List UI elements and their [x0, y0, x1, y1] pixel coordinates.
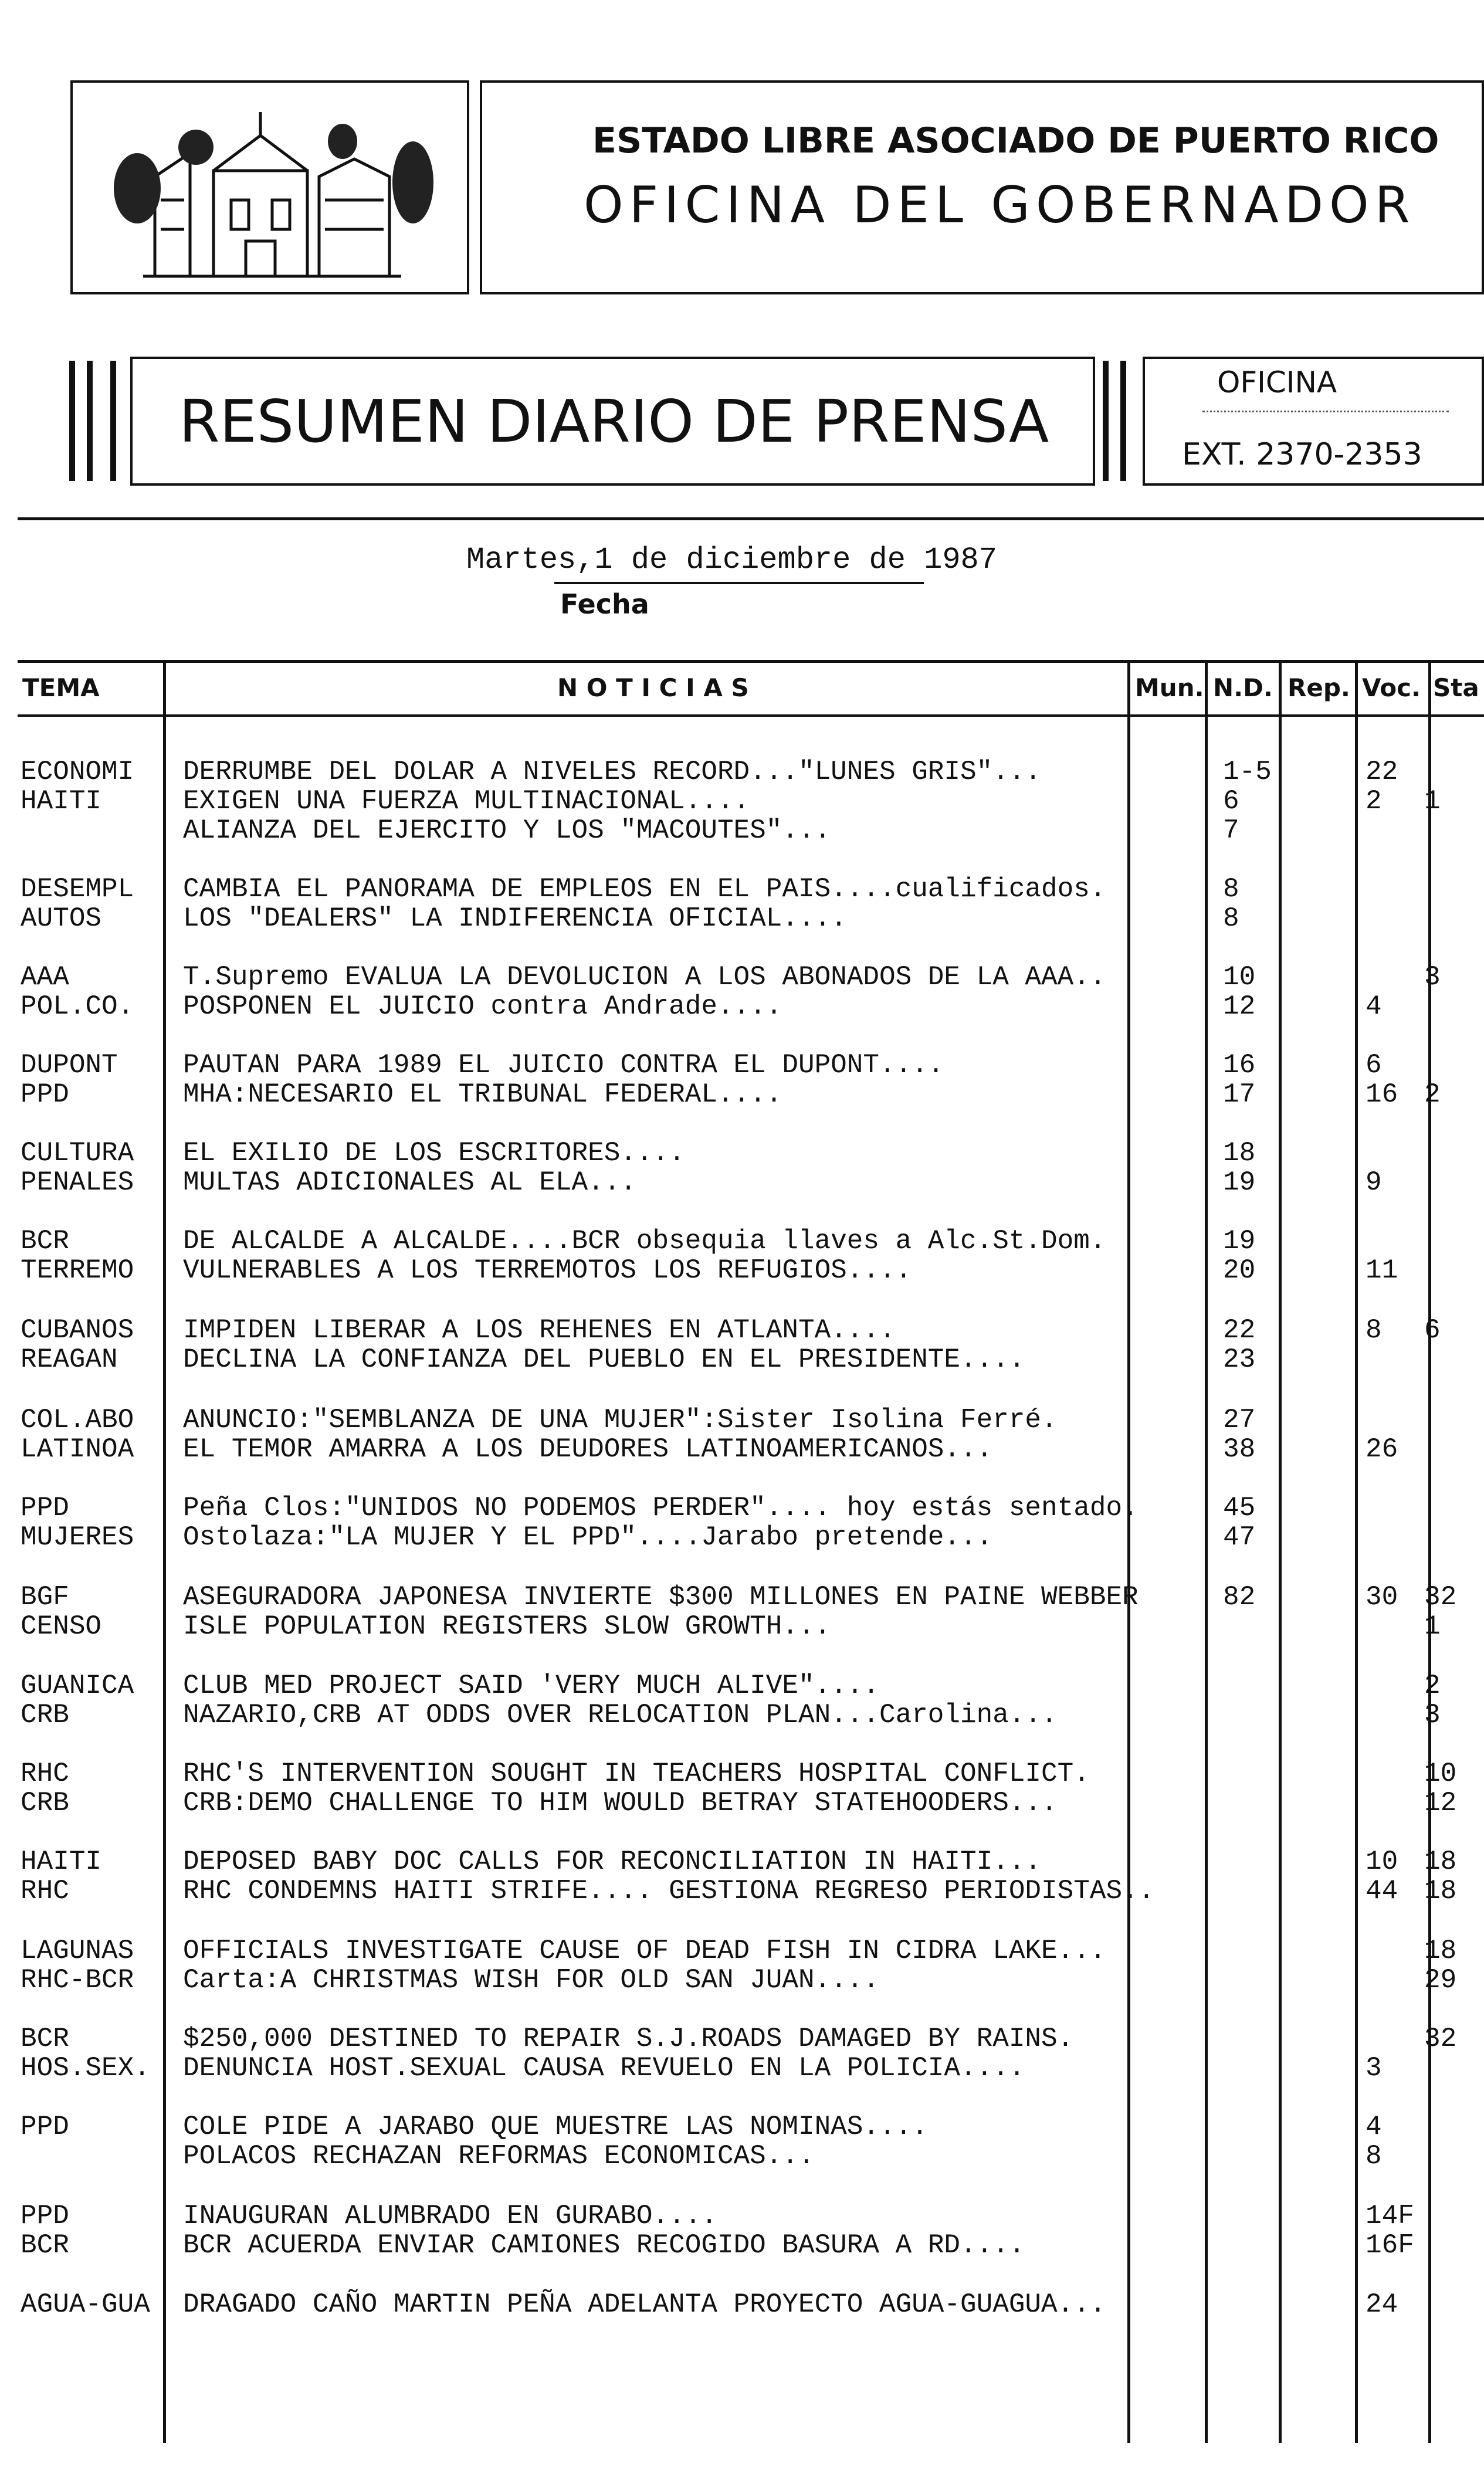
- row-headline: IMPIDEN LIBERAR A LOS REHENES EN ATLANTA....: [183, 1315, 896, 1346]
- row-nd-page: 12: [1223, 991, 1256, 1022]
- row-voc-page: 8: [1366, 2141, 1382, 2171]
- column-header-voc: Voc.: [1362, 673, 1421, 702]
- row-nd-page: 23: [1223, 1344, 1256, 1375]
- table-row: [0, 962, 1484, 992]
- row-headline: ISLE POPULATION REGISTERS SLOW GROWTH...: [183, 1611, 831, 1642]
- row-headline: COLE PIDE A JARABO QUE MUESTRE LAS NOMINAS....: [183, 2112, 928, 2142]
- row-tema: RHC: [21, 1758, 69, 1789]
- table-row: [0, 2112, 1484, 2142]
- row-voc-page: 2: [1366, 786, 1382, 816]
- row-headline: EL TEMOR AMARRA A LOS DEUDORES LATINOAMERICANOS...: [183, 1434, 993, 1465]
- row-voc-page: 3: [1366, 2053, 1382, 2083]
- table-row: [0, 1876, 1484, 1906]
- row-tema: DUPONT: [21, 1050, 118, 1080]
- table-row: [0, 1846, 1484, 1877]
- row-star-page: 18: [1424, 1846, 1457, 1877]
- row-voc-page: 8: [1366, 1315, 1382, 1346]
- row-headline: LOS "DEALERS" LA INDIFERENCIA OFICIAL....: [183, 903, 847, 934]
- state-name: ESTADO LIBRE ASOCIADO DE PUERTO RICO: [592, 120, 1439, 161]
- row-tema: CRB: [21, 1700, 69, 1730]
- report-title: RESUMEN DIARIO DE PRENSA: [179, 387, 1049, 456]
- table-row: [0, 786, 1484, 816]
- row-nd-page: 8: [1223, 874, 1239, 904]
- row-nd-page: 19: [1223, 1226, 1256, 1256]
- table-row: [0, 1522, 1484, 1553]
- table-row: [0, 1167, 1484, 1198]
- row-star-page: 32: [1424, 2024, 1457, 2054]
- oficina-label: OFICINA: [1217, 365, 1337, 399]
- table-row: [0, 2230, 1484, 2261]
- row-voc-page: 30: [1366, 1582, 1398, 1612]
- row-headline: INAUGURAN ALUMBRADO EN GURABO....: [183, 2201, 717, 2231]
- row-voc-page: 44: [1366, 1876, 1398, 1906]
- row-headline: ANUNCIO:"SEMBLANZA DE UNA MUJER":Sister Isolina Ferré.: [183, 1405, 1058, 1435]
- column-header-nd: N.D.: [1213, 673, 1273, 702]
- row-nd-page: 47: [1223, 1522, 1256, 1553]
- table-row: [0, 2201, 1484, 2231]
- row-headline: DERRUMBE DEL DOLAR A NIVELES RECORD..."LUNES GRIS"...: [183, 757, 1042, 787]
- row-tema: PPD: [21, 2201, 69, 2231]
- row-tema: RHC-BCR: [21, 1965, 134, 1995]
- row-tema: REAGAN: [21, 1344, 118, 1375]
- row-headline: DENUNCIA HOST.SEXUAL CAUSA REVUELO EN LA POLICIA....: [183, 2053, 1025, 2083]
- row-headline: NAZARIO,CRB AT ODDS OVER RELOCATION PLAN...Carolina...: [183, 1700, 1058, 1730]
- row-star-page: 6: [1424, 1315, 1441, 1346]
- row-tema: CULTURA: [21, 1138, 134, 1168]
- row-tema: HOS.SEX.: [21, 2053, 150, 2083]
- row-voc-page: 24: [1366, 2289, 1398, 2320]
- row-headline: MULTAS ADICIONALES AL ELA...: [183, 1167, 636, 1198]
- table-row: [0, 1405, 1484, 1435]
- row-tema: AGUA-GUA: [21, 2289, 150, 2320]
- row-star-page: 12: [1424, 1788, 1457, 1818]
- row-headline: ASEGURADORA JAPONESA INVIERTE $300 MILLONES EN PAINE WEBBER: [183, 1582, 1139, 1612]
- row-star-page: 2: [1424, 1670, 1441, 1701]
- table-row: [0, 1138, 1484, 1168]
- row-voc-page: 4: [1366, 991, 1382, 1022]
- row-star-page: 3: [1424, 1700, 1441, 1730]
- table-row: [0, 1079, 1484, 1110]
- row-nd-page: 16: [1223, 1050, 1256, 1080]
- row-voc-page: 14F: [1366, 2201, 1414, 2231]
- row-voc-page: 11: [1366, 1255, 1398, 1286]
- column-header-noticias: N O T I C I A S: [557, 673, 749, 702]
- row-voc-page: 9: [1366, 1167, 1382, 1198]
- row-headline: DECLINA LA CONFIANZA DEL PUEBLO EN EL PRESIDENTE....: [183, 1344, 1025, 1375]
- row-tema: LATINOA: [21, 1434, 134, 1465]
- row-tema: BCR: [21, 2230, 69, 2261]
- table-row: [0, 1611, 1484, 1642]
- row-tema: CUBANOS: [21, 1315, 134, 1346]
- row-headline: EXIGEN UNA FUERZA MULTINACIONAL....: [183, 786, 750, 816]
- row-star-page: 2: [1424, 1079, 1441, 1110]
- row-tema: POL.CO.: [21, 991, 134, 1022]
- row-tema: AUTOS: [21, 903, 102, 934]
- row-nd-page: 7: [1223, 815, 1239, 846]
- row-nd-page: 10: [1223, 962, 1256, 992]
- table-row: [0, 1226, 1484, 1256]
- row-nd-page: 18: [1223, 1138, 1256, 1168]
- row-headline: CAMBIA EL PANORAMA DE EMPLEOS EN EL PAIS....cualificados.: [183, 874, 1106, 904]
- report-date: Martes,1 de diciembre de 1987: [466, 543, 997, 577]
- extension-number: EXT. 2370-2353: [1182, 437, 1422, 472]
- row-tema: PPD: [21, 1493, 69, 1523]
- row-nd-page: 17: [1223, 1079, 1256, 1110]
- row-headline: Ostolaza:"LA MUJER Y EL PPD"....Jarabo pretende...: [183, 1522, 993, 1553]
- row-star-page: 18: [1424, 1876, 1457, 1906]
- table-row: [0, 1788, 1484, 1818]
- row-tema: COL.ABO: [21, 1405, 134, 1435]
- table-row: [0, 2024, 1484, 2054]
- row-star-page: 1: [1424, 786, 1441, 816]
- row-nd-page: 82: [1223, 1582, 1256, 1612]
- row-voc-page: 22: [1366, 757, 1398, 787]
- row-tema: LAGUNAS: [21, 1936, 134, 1966]
- row-tema: RHC: [21, 1876, 69, 1906]
- table-row: [0, 1936, 1484, 1966]
- row-headline: POLACOS RECHAZAN REFORMAS ECONOMICAS...: [183, 2141, 815, 2171]
- row-tema: CENSO: [21, 1611, 102, 1642]
- column-header-rep: Rep.: [1288, 673, 1350, 702]
- row-headline: PAUTAN PARA 1989 EL JUICIO CONTRA EL DUPONT....: [183, 1050, 944, 1080]
- row-headline: DRAGADO CAÑO MARTIN PEÑA ADELANTA PROYECTO AGUA-GUAGUA...: [183, 2289, 1106, 2320]
- row-nd-page: 6: [1223, 786, 1239, 816]
- row-headline: Carta:A CHRISTMAS WISH FOR OLD SAN JUAN....: [183, 1965, 879, 1995]
- row-tema: BGF: [21, 1582, 69, 1612]
- row-star-page: 18: [1424, 1936, 1457, 1966]
- table-row: [0, 1965, 1484, 1995]
- table-row: [0, 2289, 1484, 2320]
- row-headline: OFFICIALS INVESTIGATE CAUSE OF DEAD FISH IN CIDRA LAKE...: [183, 1936, 1106, 1966]
- row-nd-page: 45: [1223, 1493, 1256, 1523]
- table-row: [0, 1670, 1484, 1701]
- row-nd-page: 22: [1223, 1315, 1256, 1346]
- table-row: [0, 1758, 1484, 1789]
- row-tema: BCR: [21, 1226, 69, 1256]
- row-voc-page: 16: [1366, 1079, 1398, 1110]
- table-row: [0, 1582, 1484, 1612]
- row-headline: CLUB MED PROJECT SAID 'VERY MUCH ALIVE"....: [183, 1670, 879, 1701]
- row-headline: T.Supremo EVALUA LA DEVOLUCION A LOS ABONADOS DE LA AAA..: [183, 962, 1106, 992]
- row-tema: PENALES: [21, 1167, 134, 1198]
- row-tema: HAITI: [21, 786, 102, 816]
- row-tema: AAA: [21, 962, 69, 992]
- row-star-page: 1: [1424, 1611, 1441, 1642]
- table-row: [0, 815, 1484, 846]
- row-tema: MUJERES: [21, 1522, 134, 1553]
- table-row: [0, 1315, 1484, 1346]
- column-header-mun: Mun.: [1135, 673, 1204, 702]
- row-nd-page: 8: [1223, 903, 1239, 934]
- table-row: [0, 2141, 1484, 2171]
- row-tema: PPD: [21, 2112, 69, 2142]
- row-tema: BCR: [21, 2024, 69, 2054]
- row-star-page: 29: [1424, 1965, 1457, 1995]
- row-tema: PPD: [21, 1079, 69, 1110]
- row-voc-page: 16F: [1366, 2230, 1414, 2261]
- column-header-star: Sta: [1433, 673, 1479, 702]
- row-headline: VULNERABLES A LOS TERREMOTOS LOS REFUGIOS....: [183, 1255, 912, 1286]
- row-tema: ECONOMI: [21, 757, 134, 787]
- table-row: [0, 1255, 1484, 1286]
- row-headline: RHC CONDEMNS HAITI STRIFE.... GESTIONA REGRESO PERIODISTAS..: [183, 1876, 1155, 1906]
- row-tema: TERREMO: [21, 1255, 134, 1286]
- table-row: [0, 991, 1484, 1022]
- table-row: [0, 874, 1484, 904]
- row-star-page: 10: [1424, 1758, 1457, 1789]
- row-headline: POSPONEN EL JUICIO contra Andrade....: [183, 991, 782, 1022]
- row-headline: ALIANZA DEL EJERCITO Y LOS "MACOUTES"...: [183, 815, 831, 846]
- row-headline: BCR ACUERDA ENVIAR CAMIONES RECOGIDO BASURA A RD....: [183, 2230, 1025, 2261]
- row-voc-page: 6: [1366, 1050, 1382, 1080]
- row-star-page: 3: [1424, 962, 1441, 992]
- table-row: [0, 1493, 1484, 1523]
- column-header-tema: TEMA: [22, 673, 100, 702]
- row-headline: Peña Clos:"UNIDOS NO PODEMOS PERDER".... hoy estás sentado.: [183, 1493, 1139, 1523]
- row-headline: CRB:DEMO CHALLENGE TO HIM WOULD BETRAY STATEHOODERS...: [183, 1788, 1058, 1818]
- row-headline: EL EXILIO DE LOS ESCRITORES....: [183, 1138, 685, 1168]
- row-nd-page: 27: [1223, 1405, 1256, 1435]
- table-row: [0, 757, 1484, 787]
- row-headline: MHA:NECESARIO EL TRIBUNAL FEDERAL....: [183, 1079, 782, 1110]
- row-tema: HAITI: [21, 1846, 102, 1877]
- row-tema: GUANICA: [21, 1670, 134, 1701]
- row-headline: RHC'S INTERVENTION SOUGHT IN TEACHERS HOSPITAL CONFLICT.: [183, 1758, 1090, 1789]
- row-voc-page: 26: [1366, 1434, 1398, 1465]
- row-headline: DE ALCALDE A ALCALDE....BCR obsequia llaves a Alc.St.Dom.: [183, 1226, 1106, 1256]
- table-row: [0, 2053, 1484, 2083]
- date-label: Fecha: [560, 588, 649, 620]
- row-nd-page: 38: [1223, 1434, 1256, 1465]
- office-name: OFICINA DEL GOBERNADOR: [584, 176, 1416, 235]
- row-tema: DESEMPL: [21, 874, 134, 904]
- row-voc-page: 4: [1366, 2112, 1382, 2142]
- row-headline: DEPOSED BABY DOC CALLS FOR RECONCILIATION IN HAITI...: [183, 1846, 1042, 1877]
- table-row: [0, 1434, 1484, 1465]
- table-row: [0, 1050, 1484, 1080]
- table-row: [0, 1344, 1484, 1375]
- row-nd-page: 20: [1223, 1255, 1256, 1286]
- row-headline: $250,000 DESTINED TO REPAIR S.J.ROADS DAMAGED BY RAINS.: [183, 2024, 1074, 2054]
- row-star-page: 32: [1424, 1582, 1457, 1612]
- table-row: [0, 903, 1484, 934]
- row-tema: CRB: [21, 1788, 69, 1818]
- table-row: [0, 1700, 1484, 1730]
- row-nd-page: 1-5: [1223, 757, 1272, 787]
- row-voc-page: 10: [1366, 1846, 1398, 1877]
- row-nd-page: 19: [1223, 1167, 1256, 1198]
